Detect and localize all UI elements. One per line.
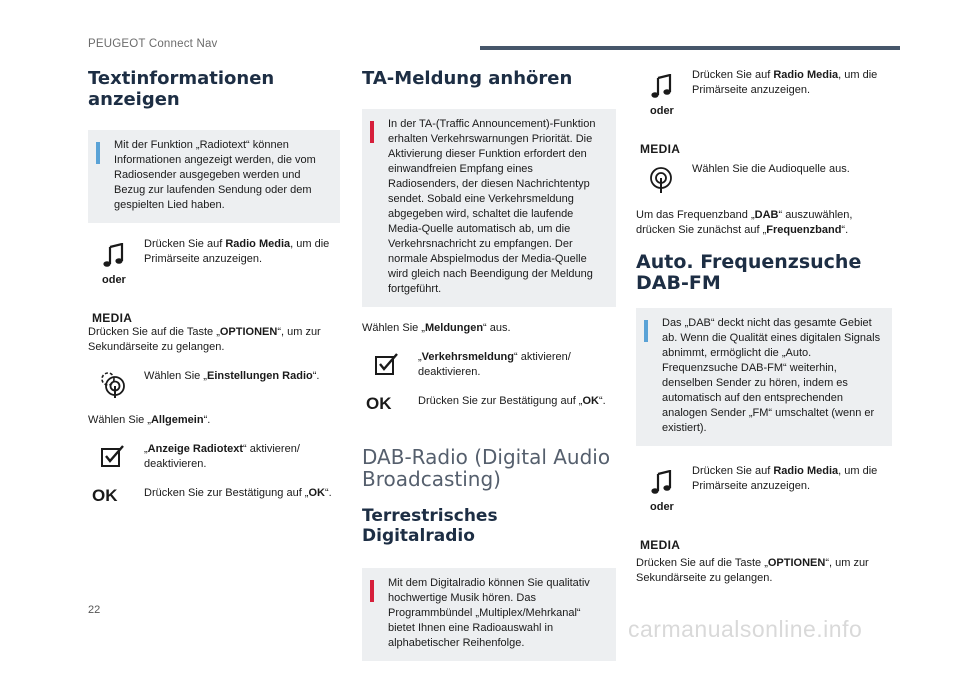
music-note-icon [636, 68, 688, 156]
warning-box: In der TA-(Traffic Announcement)-Funktion erhalten Verkehrswarnungen Priorität. Die Aktivierung dieser Funktion erfordert den einwandfreien Empfang eines Radiosenders, der diesen Nachrichtentyp sendet. Sobald eine Verkehrsmeldung abgegeben wird, schaltet die laufende Media-Quelle automatisch ab, um die Verkehrsnachricht zu empfangen. Der normale Abspielmodus der Media-Quelle wird gleich nach Beendigung der Meldung fortgeführt. [362, 109, 616, 307]
step-anzeige-radiotext: „Anzeige Radiotext“ aktivieren/ deaktivieren. [88, 442, 340, 476]
step-einstellungen-radio: Wählen Sie „Einstellungen Radio“. [88, 369, 340, 403]
heading-auto-frequenzsuche: Auto. Frequenzsuche DAB-FM [636, 251, 862, 294]
paragraph-optionen: Drücken Sie auf die Taste „OPTIONEN“, um zur Sekundärseite zu gelangen. [636, 557, 869, 584]
info-marker-icon [96, 142, 100, 164]
warning-marker-icon [370, 580, 374, 602]
media-button-label: MEDIA [640, 538, 681, 552]
oder-label: oder [650, 501, 674, 513]
warning-marker-icon [370, 121, 374, 143]
column-1 [88, 68, 340, 526]
music-note-icon [636, 464, 688, 552]
step-radio-media-2: oder MEDIA Drücken Sie auf Radio Media, um die Primärseite anzuzeigen. [636, 464, 892, 542]
info-box: Das „DAB“ deckt nicht das gesamte Gebiet ab. Wenn die Qualität eines digitalen Signals abnimmt, ermöglicht die „Auto. Frequenzsuche DAB-FM“ weiterhin, denselben Sender zu hören, indem es automatisch auf den entsprechenden analogen Sender „FM“ umschaltet (wenn er existiert). [636, 308, 892, 446]
step-audioquelle: Wählen Sie die Audioquelle aus. [636, 162, 892, 198]
step-radio-media: oder MEDIA Drücken Sie auf Radio Media, um die Primärseite anzuzeigen. [636, 68, 892, 146]
paragraph-meldungen: Wählen Sie „Meldungen“ aus. [362, 322, 511, 334]
paragraph-frequenzband: Um das Frequenzband „DAB“ auszuwählen, drücken Sie zunächst auf „Frequenzband“. [636, 209, 853, 236]
heading-terrestrisches-digitalradio: Terrestrisches Digitalradio [362, 506, 498, 546]
running-header: PEUGEOT Connect Nav [88, 38, 218, 50]
step-verkehrsmeldung: „Verkehrsmeldung“ aktivieren/ deaktivieren. [362, 350, 616, 384]
media-button-label: MEDIA [92, 311, 133, 325]
page-number: 22 [88, 604, 101, 616]
heading-ta-meldung: TA-Meldung anhören [362, 68, 573, 89]
step-ok: OK Drücken Sie zur Bestätigung auf „OK“. [88, 486, 340, 516]
paragraph-optionen: Drücken Sie auf die Taste „OPTIONEN“, um zur Sekundärseite zu gelangen. [88, 326, 321, 353]
watermark: carmanualsonline.info [628, 616, 863, 642]
oder-label: oder [102, 274, 126, 286]
ok-icon: OK [366, 394, 392, 413]
oder-label: oder [650, 105, 674, 117]
info-box: Mit der Funktion „Radiotext“ können Informationen angezeigt werden, die vom Radiosender ausgegeben werden und Bezug zur laufenden Sendung oder dem gespielten Lied haben. [88, 130, 340, 223]
warning-box-digitalradio: Mit dem Digitalradio können Sie qualitativ hochwertige Musik hören. Das Programmbündel „Multiplex/Mehrkanal“ bietet Ihnen eine Radioauswahl in alphabetischer Reihenfolge. [362, 568, 616, 661]
header-bar [480, 46, 900, 50]
column-2 [362, 68, 616, 675]
media-button-label: MEDIA [640, 142, 681, 156]
ok-icon: OK [92, 486, 118, 505]
paragraph-allgemein: Wählen Sie „Allgemein“. [88, 414, 211, 426]
heading-textinformationen: Textinformationen anzeigen [88, 68, 275, 110]
music-note-icon [88, 237, 140, 325]
heading-dab-radio: DAB-Radio (Digital Audio Broadcasting) [362, 445, 611, 491]
step-ok: OK Drücken Sie zur Bestätigung auf „OK“. [362, 394, 616, 424]
step-radio-media: oder MEDIA Drücken Sie auf Radio Media, um die Primärseite anzuzeigen. [88, 237, 340, 315]
radio-settings-icon [88, 369, 140, 429]
column-3 [636, 68, 892, 600]
info-marker-icon [644, 320, 648, 342]
radio-source-icon [636, 162, 688, 222]
